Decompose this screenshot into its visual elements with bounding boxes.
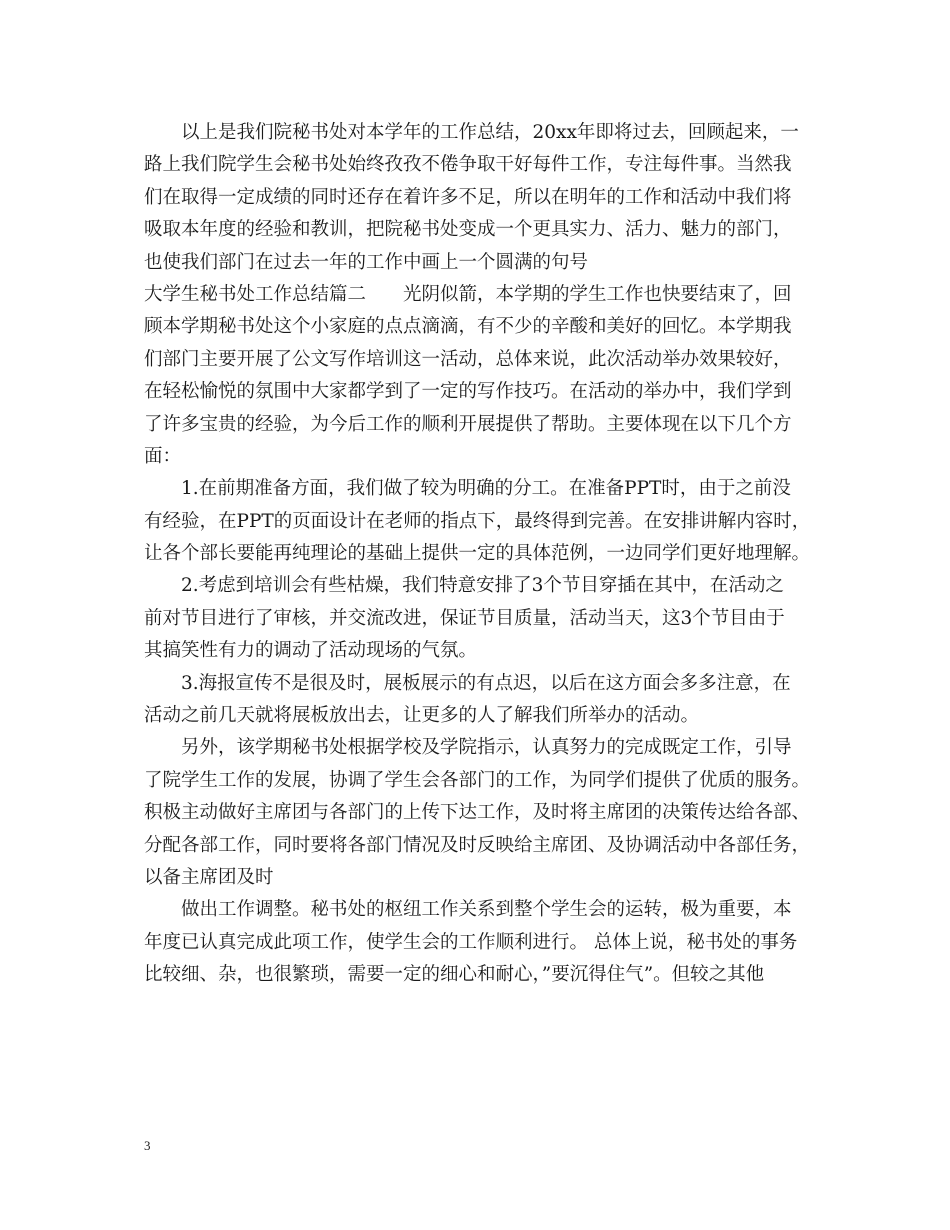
paragraph-line: 活动之前几天就将展板放出去，让更多的人了解我们所举办的活动。 (144, 705, 700, 727)
paragraph-line: 在轻松愉悦的氛围中大家都学到了一定的写作技巧。在活动的举办中，我们学到 (144, 381, 792, 403)
paragraph-line: 比较细、杂，也很繁琐，需要一定的细心和耐心，”要沉得住气”。但较之其他 (144, 964, 765, 986)
paragraph-line: 另外，该学期秘书处根据学校及学院指示，认真努力的完成既定工作，引导 (181, 737, 792, 759)
paragraph-line: 做出工作调整。秘书处的枢纽工作关系到整个学生会的运转，极为重要，本 (181, 899, 792, 921)
section-heading-line: 大学生秘书处工作总结篇二 光阴似箭，本学期的学生工作也快要结束了，回 (144, 283, 792, 305)
paragraph-line: 了许多宝贵的经验，为今后工作的顺利开展提供了帮助。主要体现在以下几个方 (144, 413, 792, 435)
paragraph-line: 路上我们院学生会秘书处始终孜孜不倦争取干好每件工作，专注每件事。当然我 (144, 154, 792, 176)
paragraph-line: 年度已认真完成此项工作，使学生会的工作顺利进行。 总体上说，秘书处的事务 (144, 931, 798, 953)
paragraph-line: 吸取本年度的经验和教训，把院秘书处变成一个更具实力、活力、魅力的部门， (144, 219, 792, 241)
list-item-line: 2.考虑到培训会有些枯燥，我们特意安排了3个节目穿插在其中，在活动之 (181, 575, 784, 597)
paragraph-line: 以上是我们院秘书处对本学年的工作总结，20xx年即将过去，回顾起来，一 (181, 122, 799, 143)
list-item-line: 3.海报宣传不是很及时，展板展示的有点迟，以后在这方面会多多注意，在 (181, 672, 791, 694)
paragraph-line: 其搞笑性有力的调动了活动现场的气氛。 (144, 640, 478, 662)
paragraph-line: 让各个部长要能再纯理论的基础上提供一定的具体范例，一边同学们更好地理解。 (144, 543, 811, 565)
paragraph-line: 分配各部工作，同时要将各部门情况及时反映给主席团、及协调活动中各部任务， (144, 834, 811, 856)
paragraph-line: 们部门主要开展了公文写作培训这一活动，总体来说，此次活动举办效果较好， (144, 348, 792, 370)
paragraph-line: 以备主席团及时 (144, 866, 274, 888)
page-number: 3 (144, 1138, 151, 1153)
paragraph-line: 们在取得一定成绩的同时还存在着许多不足，所以在明年的工作和活动中我们将 (144, 186, 792, 208)
paragraph-line: 顾本学期秘书处这个小家庭的点点滴滴，有不少的辛酸和美好的回忆。本学期我 (144, 316, 792, 338)
paragraph-line: 也使我们部门在过去一年的工作中画上一个圆满的句号 (144, 251, 589, 273)
paragraph-line: 积极主动做好主席团与各部门的上传下达工作，及时将主席团的决策传达给各部、 (144, 802, 811, 824)
paragraph-line: 前对节目进行了审核，并交流改进，保证节目质量，活动当天，这3个节目由于 (144, 607, 785, 629)
paragraph-line: 有经验，在PPT的页面设计在老师的指点下，最终得到完善。在安排讲解内容时， (144, 510, 811, 532)
paragraph-line: 面： (144, 445, 182, 467)
paragraph-line: 了院学生工作的发展，协调了学生会各部门的工作，为同学们提供了优质的服务。 (144, 769, 811, 791)
list-item-line: 1.在前期准备方面，我们做了较为明确的分工。在准备PPT时，由于之前没 (181, 478, 791, 500)
body-text (144, 117, 809, 992)
